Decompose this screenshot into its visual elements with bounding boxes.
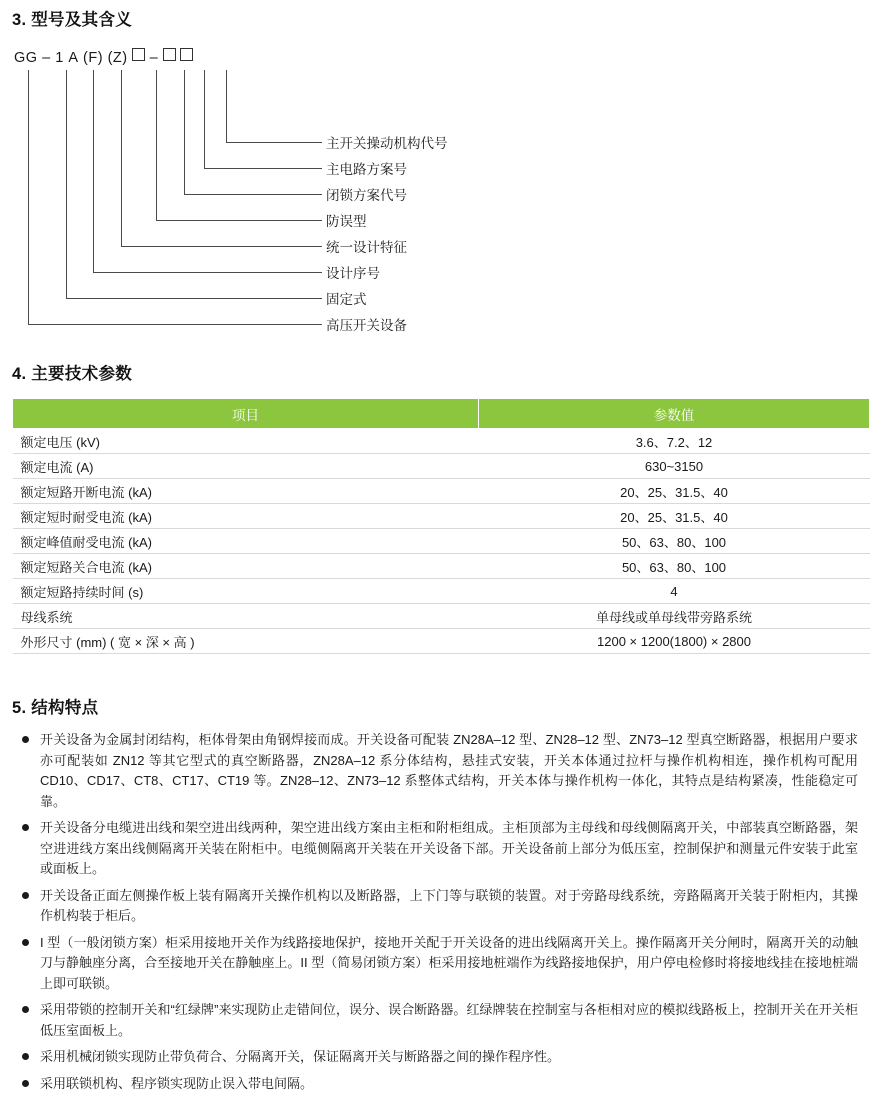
- bullet-icon: [22, 1080, 29, 1087]
- param-name: 额定短路持续时间 (s): [13, 579, 479, 604]
- code-box-3: [180, 48, 193, 61]
- list-item-text: 开关设备正面左侧操作板上装有隔离开关操作机构以及断路器，上下门等与联锁的装置。对于旁路母线系统，旁路隔离开关装于附柜内，其操作机构装于柜后。: [40, 887, 858, 923]
- structure-feature-list: [20, 730, 858, 1094]
- code-box-2: [163, 48, 176, 61]
- list-item: [20, 730, 858, 812]
- legend-label-8: 高压开关设备: [326, 318, 407, 333]
- legend-label-2: 主电路方案号: [326, 162, 407, 177]
- list-item: [20, 886, 858, 927]
- section-heading-parameters: 4. 主要技术参数: [12, 365, 133, 383]
- list-item-text: 采用带锁的控制开关和“红绿牌”来实现防止走错间位，误分、误合断路器。红绿牌装在控制室与各柜相对应的模拟线路板上，控制开关在开关柜低压室面板上。: [40, 1002, 858, 1038]
- param-name: 额定峰值耐受电流 (kA): [13, 529, 479, 554]
- code-token-a: A: [68, 50, 79, 66]
- table-row: [13, 529, 870, 554]
- list-item-text: I 型（一般闭锁方案）柜采用接地开关作为线路接地保护，接地开关配于开关设备的进出线隔离开关上。操作隔离开关分闸时，隔离开关的动触刀与静触座分离，合至接地开关在静触座上。II 型（简易闭锁方案）柜采用接地桩端作为线路接地保护，用户停电检修时将接地线挂在接地桩端上即可联锁。: [40, 934, 858, 991]
- table-row: [13, 504, 870, 529]
- leader-line-8: [28, 70, 322, 325]
- param-value: 50、63、80、100: [479, 529, 870, 554]
- table-header-row: [13, 399, 870, 429]
- table-row: [13, 604, 870, 629]
- list-item: [20, 1047, 858, 1068]
- legend-label-7: 固定式: [326, 292, 367, 307]
- table-row: [13, 579, 870, 604]
- model-code-text: [14, 48, 193, 66]
- legend-label-4: 防误型: [326, 214, 367, 229]
- param-value: 630~3150: [479, 454, 870, 479]
- param-name: 额定电压 (kV): [13, 429, 479, 454]
- bullet-icon: [22, 939, 29, 946]
- list-item-text: 采用机械闭锁实现防止带负荷合、分隔离开关，保证隔离开关与断路器之间的操作程序性。: [40, 1049, 561, 1064]
- param-name: 额定短路关合电流 (kA): [13, 554, 479, 579]
- code-token-1: 1: [55, 50, 64, 66]
- table-row: [13, 479, 870, 504]
- table-row: [13, 629, 870, 654]
- param-value: 单母线或单母线带旁路系统: [479, 604, 870, 629]
- param-value: 4: [479, 579, 870, 604]
- table-row: [13, 429, 870, 454]
- code-token-f: (F): [83, 50, 104, 66]
- param-name: 额定短时耐受电流 (kA): [13, 504, 479, 529]
- table-header-item: 项目: [13, 399, 479, 429]
- model-code-diagram: [14, 48, 870, 333]
- param-name: 母线系统: [13, 604, 479, 629]
- list-item-text: 开关设备为金属封闭结构，柜体骨架由角钢焊接而成。开关设备可配装 ZN28A–12 型、ZN28–12 型、ZN73–12 型真空断路器，根据用户要求亦可配装如 ZN12 等其它型式的真空断路器，ZN28A–12 系分体结构，悬挂式安装，开关本体通过拉杆与操作机构相连，操作机构可配用 CD10、CD17、CT8、CT17、CT19 等。ZN28–12、ZN73–12 系整体式结构，开关本体与操作机构一体化，其特点是结构紧凑，性能稳定可靠。: [40, 732, 858, 809]
- bullet-icon: [22, 824, 29, 831]
- list-item: [20, 1074, 858, 1095]
- legend-label-5: 统一设计特征: [326, 240, 407, 255]
- list-item: [20, 933, 858, 995]
- bullet-icon: [22, 1053, 29, 1060]
- param-name: 额定电流 (A): [13, 454, 479, 479]
- param-value: 50、63、80、100: [479, 554, 870, 579]
- bullet-icon: [22, 892, 29, 899]
- section-heading-structure: 5. 结构特点: [12, 699, 99, 717]
- legend-label-6: 设计序号: [326, 266, 380, 281]
- section-heading-model: 3. 型号及其含义: [12, 11, 133, 29]
- code-box-1: [132, 48, 145, 61]
- param-value: 20、25、31.5、40: [479, 479, 870, 504]
- list-item-text: 开关设备分电缆进出线和架空进出线两种，架空进出线方案由主柜和附柜组成。主柜顶部为主母线和母线侧隔离开关，中部装真空断路器，架空进进线方案出线侧隔离开关装在附柜中。电缆侧隔离开关装在开关设备下部。开关设备前上部分为低压室，控制保护和测量元件安装于此室或面板上。: [40, 820, 858, 876]
- param-value: 3.6、7.2、12: [479, 429, 870, 454]
- list-item: [20, 1000, 858, 1041]
- parameters-table: [12, 398, 870, 654]
- table-row: [13, 454, 870, 479]
- table-header-value: 参数值: [479, 399, 870, 429]
- section-structure: [10, 694, 870, 1094]
- param-value: 20、25、31.5、40: [479, 504, 870, 529]
- param-value: 1200 × 1200(1800) × 2800: [479, 629, 870, 654]
- code-token-gg: GG: [14, 50, 38, 66]
- list-item-text: 采用联锁机构、程序锁实现防止误入带电间隔。: [40, 1075, 314, 1091]
- section-parameters: [10, 360, 870, 654]
- bullet-icon: [22, 736, 29, 743]
- code-token-dash1: –: [42, 50, 51, 66]
- bullet-icon: [22, 1006, 29, 1013]
- list-item: [20, 818, 858, 880]
- code-token-z: (Z): [107, 50, 128, 66]
- param-name: 额定短路开断电流 (kA): [13, 479, 479, 504]
- legend-label-3: 闭锁方案代号: [326, 188, 407, 203]
- param-name: 外形尺寸 (mm) ( 宽 × 深 × 高 ): [13, 629, 479, 654]
- table-row: [13, 554, 870, 579]
- code-token-dash2: –: [149, 50, 159, 66]
- legend-label-1: 主开关操动机构代号: [326, 136, 448, 151]
